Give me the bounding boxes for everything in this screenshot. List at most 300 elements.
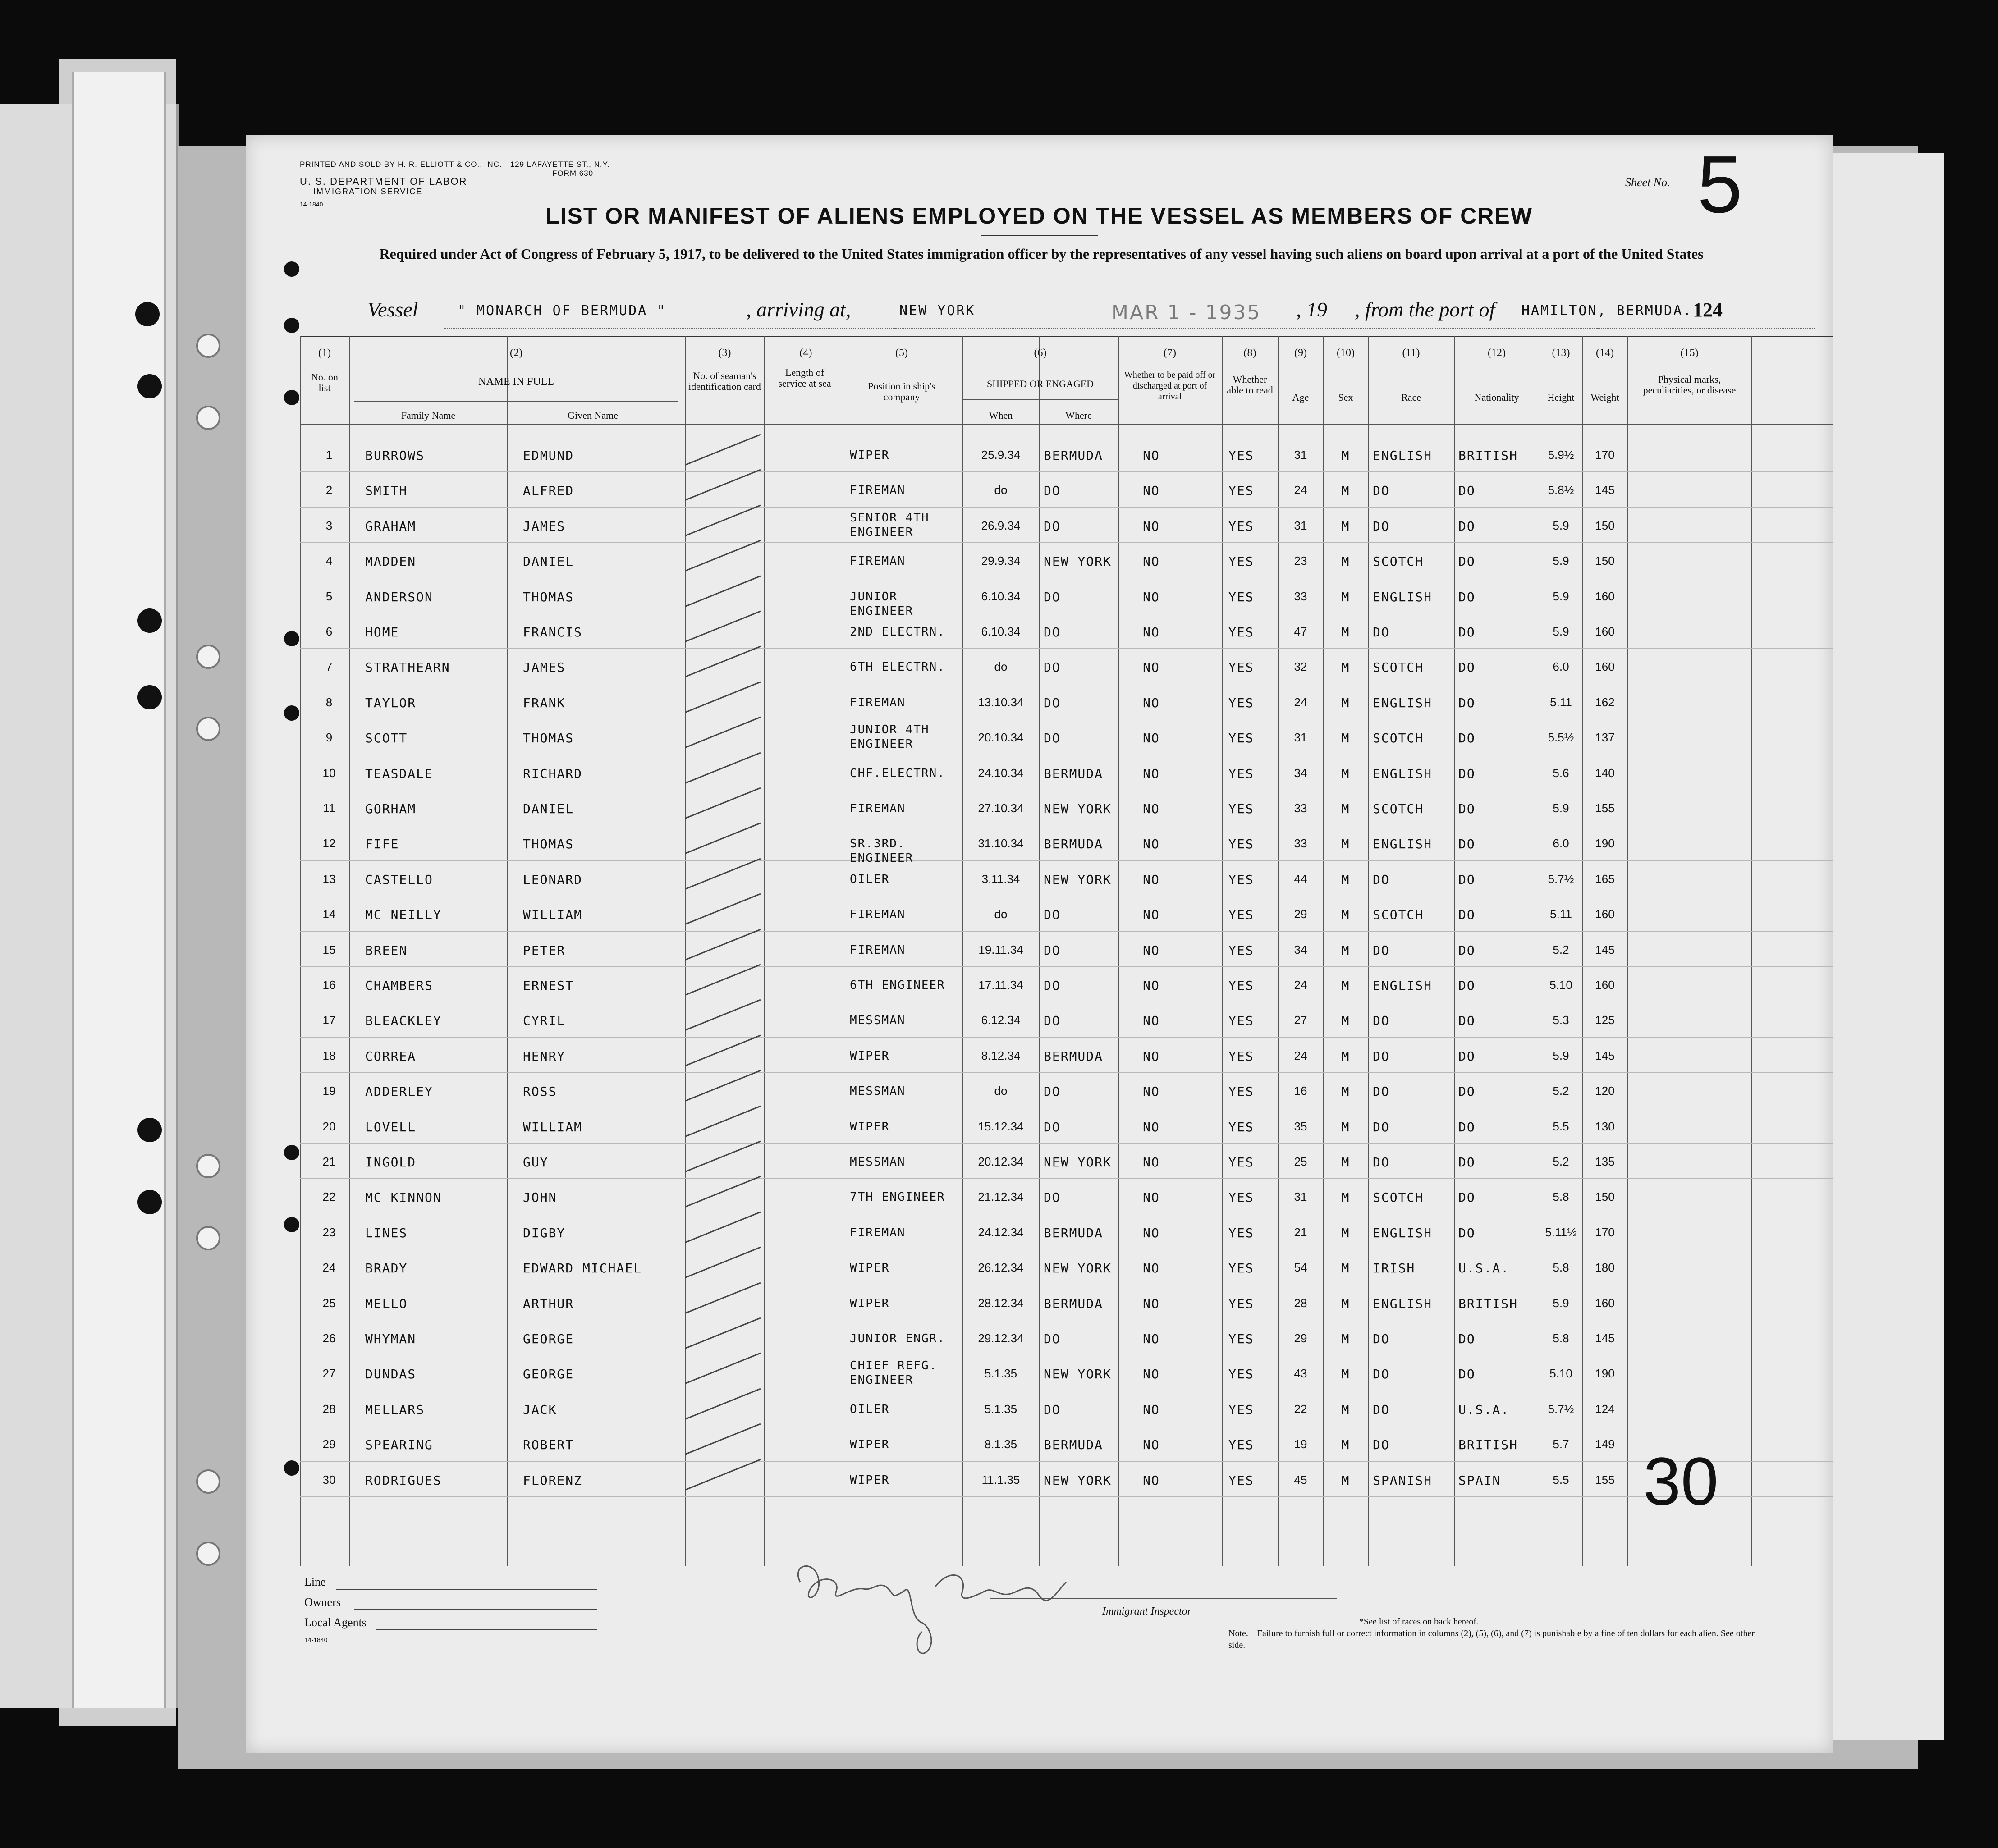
cell-given: THOMAS [523, 589, 574, 604]
id-card-tick [685, 717, 761, 748]
cell-position: FIREMAN [850, 484, 906, 498]
cell-paid: NO [1143, 483, 1160, 499]
cell-weight: 155 [1595, 1473, 1615, 1487]
name-subrule [354, 401, 678, 402]
cell-given: GUY [523, 1155, 549, 1170]
cell-where: BERMUDA [1044, 766, 1104, 781]
cell-nat: DO [1458, 1225, 1476, 1240]
cell-weight: 149 [1595, 1437, 1615, 1451]
signature-svg [787, 1555, 1102, 1663]
cell-height: 5.7 [1553, 1437, 1569, 1451]
table-row [246, 1002, 1833, 1037]
cell-family: TEASDALE [365, 766, 433, 781]
cell-no: 12 [322, 837, 336, 851]
cell-height: 5.9 [1553, 554, 1569, 568]
cell-nat: DO [1458, 695, 1476, 710]
cell-family: MELLO [365, 1296, 408, 1311]
cell-height: 5.9 [1553, 1048, 1569, 1062]
cell-nat: DO [1458, 731, 1476, 746]
manifest-sheet [246, 135, 1833, 1753]
cell-race: DO [1373, 1331, 1390, 1346]
cell-paid: NO [1143, 872, 1160, 887]
cell-nat: DO [1458, 660, 1476, 675]
small-hole [284, 261, 299, 277]
cell-no: 24 [322, 1261, 336, 1275]
cell-height: 5.9½ [1548, 448, 1574, 462]
cell-given: THOMAS [523, 837, 574, 852]
cell-when: 27.10.34 [978, 801, 1024, 815]
cell-when: do [994, 1084, 1008, 1098]
cell-height: 5.9 [1553, 801, 1569, 815]
col-header-name: NAME IN FULL [478, 376, 554, 388]
table-row [246, 1461, 1833, 1496]
cell-race: SCOTCH [1373, 731, 1424, 746]
cell-race: DO [1373, 518, 1390, 534]
id-card-tick [685, 964, 761, 996]
cell-read: YES [1228, 660, 1254, 675]
cell-sex: M [1341, 1296, 1350, 1311]
cell-given: GEORGE [523, 1331, 574, 1346]
cell-age: 44 [1294, 872, 1307, 886]
line-field [336, 1589, 597, 1590]
cell-race: DO [1373, 1013, 1390, 1029]
cell-age: 31 [1294, 448, 1307, 462]
cell-family: TAYLOR [365, 695, 417, 710]
cell-paid: NO [1143, 801, 1160, 816]
cell-no: 15 [322, 942, 336, 956]
id-card-tick [685, 575, 761, 607]
cell-height: 6.0 [1553, 837, 1569, 851]
cell-paid: NO [1143, 660, 1160, 675]
cell-sex: M [1341, 1473, 1350, 1488]
page-title: LIST OR MANIFEST OF ALIENS EMPLOYED ON THE VESSEL AS MEMBERS OF CREW [545, 203, 1533, 229]
cell-weight: 170 [1595, 1225, 1615, 1239]
cell-sex: M [1341, 625, 1350, 640]
cell-sex: M [1341, 1119, 1350, 1134]
cell-no: 10 [322, 766, 336, 780]
cell-age: 31 [1294, 731, 1307, 745]
cell-age: 19 [1294, 1437, 1307, 1451]
vessel-label: Vessel [367, 298, 418, 321]
cell-no: 14 [322, 907, 336, 921]
cell-given: JACK [523, 1402, 557, 1417]
cell-sex: M [1341, 518, 1350, 534]
id-card-tick [685, 929, 761, 960]
id-card-tick [685, 1176, 761, 1208]
cell-weight: 160 [1595, 907, 1615, 921]
id-card-tick [685, 787, 761, 819]
cell-race: DO [1373, 1402, 1390, 1417]
cell-age: 24 [1294, 483, 1307, 497]
cell-age: 23 [1294, 554, 1307, 568]
cell-family: BREEN [365, 942, 408, 958]
table-row [246, 755, 1833, 790]
vessel-underline [444, 328, 922, 329]
cell-nat: DO [1458, 554, 1476, 569]
col-header-race: Race [1401, 392, 1421, 403]
cell-family: MELLARS [365, 1402, 425, 1417]
cell-weight: 135 [1595, 1155, 1615, 1168]
cell-age: 27 [1294, 1013, 1307, 1027]
cell-position: FIREMAN [850, 802, 906, 815]
cell-position: WIPER [850, 1296, 890, 1310]
cell-given: LEONARD [523, 872, 583, 887]
col-header-weight: Weight [1590, 392, 1619, 403]
table-row [246, 1320, 1833, 1355]
cell-position: WIPER [850, 1120, 890, 1134]
table-row [246, 825, 1833, 865]
cell-when: 6.10.34 [981, 625, 1021, 638]
cell-where: DO [1044, 1013, 1061, 1029]
inspector-signature [787, 1555, 1102, 1663]
cell-sex: M [1341, 1013, 1350, 1029]
cell-height: 5.5½ [1548, 731, 1574, 745]
printer-imprint [300, 160, 609, 178]
cell-no: 21 [322, 1155, 336, 1168]
binder-hole [137, 374, 162, 398]
cell-nat: DO [1458, 518, 1476, 534]
cell-weight: 150 [1595, 518, 1615, 532]
cell-given: DANIEL [523, 554, 574, 569]
cell-family: GORHAM [365, 801, 417, 816]
col-header-height: Height [1547, 392, 1575, 403]
cell-age: 45 [1294, 1473, 1307, 1487]
cell-height: 5.7½ [1548, 1402, 1574, 1416]
printer-text: PRINTED AND SOLD BY H. R. ELLIOTT & CO., INC.—129 LAFAYETTE ST., N.Y. [300, 160, 610, 169]
cell-read: YES [1228, 907, 1254, 923]
id-card-tick [685, 858, 761, 889]
cell-given: JAMES [523, 660, 566, 675]
id-card-tick [685, 823, 761, 854]
col-num-10: (10) [1337, 347, 1355, 359]
id-card-tick [685, 999, 761, 1031]
cell-weight: 160 [1595, 978, 1615, 992]
cell-family: ANDERSON [365, 589, 433, 604]
cell-age: 22 [1294, 1402, 1307, 1416]
cell-nat: BRITISH [1458, 448, 1518, 463]
cell-family: LOVELL [365, 1119, 417, 1134]
cell-age: 33 [1294, 801, 1307, 815]
cell-nat: BRITISH [1458, 1296, 1518, 1311]
col-num-12: (12) [1488, 347, 1506, 359]
col-header-nationality: Nationality [1474, 392, 1519, 403]
cell-no: 5 [325, 589, 333, 603]
cell-no: 25 [322, 1296, 336, 1310]
cell-family: MC KINNON [365, 1190, 442, 1205]
cell-given: EDWARD MICHAEL [523, 1261, 642, 1276]
cell-race: ENGLISH [1373, 695, 1433, 710]
table-row [246, 507, 1833, 542]
col-header-service: Length of service at sea [778, 367, 831, 389]
id-card-tick [685, 1105, 761, 1137]
cell-age: 24 [1294, 978, 1307, 992]
table-row [246, 719, 1833, 754]
punch-hole [196, 334, 220, 358]
cell-race: DO [1373, 1437, 1390, 1453]
cell-read: YES [1228, 1155, 1254, 1170]
cell-where: DO [1044, 695, 1061, 710]
cell-sex: M [1341, 1190, 1350, 1205]
cell-when: 5.1.35 [984, 1367, 1017, 1381]
inspector-line [990, 1598, 1337, 1599]
cell-age: 29 [1294, 1331, 1307, 1345]
cell-no: 11 [323, 801, 335, 815]
arriving-label: , arriving at, [746, 298, 851, 321]
cell-race: ENGLISH [1373, 837, 1433, 852]
table-row [246, 1143, 1833, 1178]
cell-race: DO [1373, 1119, 1390, 1134]
cell-position: WIPER [850, 1438, 890, 1452]
cell-family: WHYMAN [365, 1331, 417, 1346]
cell-when: 29.12.34 [978, 1331, 1024, 1345]
cell-race: DO [1373, 1048, 1390, 1064]
cell-weight: 137 [1595, 731, 1615, 745]
cell-paid: NO [1143, 695, 1160, 710]
cell-race: ENGLISH [1373, 448, 1433, 463]
binder-hole [137, 685, 162, 709]
cell-weight: 165 [1595, 872, 1615, 886]
cell-height: 5.9 [1553, 518, 1569, 532]
year-label: , 19 [1296, 298, 1327, 321]
cell-height: 5.6 [1553, 766, 1569, 780]
cell-read: YES [1228, 731, 1254, 746]
cell-when: 20.10.34 [978, 731, 1024, 745]
cell-where: DO [1044, 1119, 1061, 1134]
cell-given: THOMAS [523, 731, 574, 746]
cell-where: DO [1044, 942, 1061, 958]
cell-where: BERMUDA [1044, 448, 1104, 463]
cell-age: 29 [1294, 907, 1307, 921]
id-card-tick [685, 1388, 761, 1419]
cell-family: CHAMBERS [365, 978, 433, 993]
table-row [246, 436, 1833, 471]
requirement-text: Required under Act of Congress of February 5, 1917, to be delivered to the United States immigration officer by the representatives of any vessel having such aliens on board upon arrival at a port of the United States [379, 246, 1704, 262]
cell-when: 24.10.34 [978, 766, 1024, 780]
id-card-tick [685, 681, 761, 713]
table-row [246, 1426, 1833, 1461]
cell-read: YES [1228, 448, 1254, 463]
cell-where: DO [1044, 1402, 1061, 1417]
owners-field [354, 1609, 597, 1610]
cell-paid: NO [1143, 1367, 1160, 1382]
cell-age: 54 [1294, 1261, 1307, 1275]
binder-hole [135, 302, 160, 326]
cell-no: 3 [325, 518, 333, 532]
cell-position: MESSMAN [850, 1014, 906, 1028]
cell-when: 8.12.34 [981, 1048, 1021, 1062]
punch-hole [196, 1226, 220, 1250]
cell-race: SPANISH [1373, 1473, 1433, 1488]
cell-position: FIREMAN [850, 554, 906, 568]
cell-sex: M [1341, 1084, 1350, 1099]
cell-sex: M [1341, 1331, 1350, 1346]
cell-read: YES [1228, 837, 1254, 852]
cell-paid: NO [1143, 766, 1160, 781]
id-card-tick [685, 1353, 761, 1384]
id-card-tick [685, 469, 761, 501]
cell-sex: M [1341, 695, 1350, 710]
cell-read: YES [1228, 1119, 1254, 1134]
cell-paid: NO [1143, 907, 1160, 923]
cell-when: 25.9.34 [981, 448, 1021, 462]
cell-where: DO [1044, 731, 1061, 746]
cell-when: 11.1.35 [981, 1473, 1020, 1487]
cell-where: DO [1044, 1084, 1061, 1099]
cell-where: NEW YORK [1044, 1155, 1112, 1170]
id-card-tick [685, 646, 761, 677]
cell-no: 27 [322, 1367, 336, 1381]
cell-weight: 155 [1595, 801, 1615, 815]
cell-nat: DO [1458, 766, 1476, 781]
cell-given: GEORGE [523, 1367, 574, 1382]
cell-paid: NO [1143, 1331, 1160, 1346]
cell-weight: 145 [1595, 483, 1615, 497]
cell-weight: 190 [1595, 1367, 1615, 1381]
cell-weight: 150 [1595, 554, 1615, 568]
table-row [246, 931, 1833, 966]
cell-given: ROSS [523, 1084, 557, 1099]
col-num-3: (3) [718, 347, 731, 359]
cell-race: DO [1373, 625, 1390, 640]
cell-family: MC NEILLY [365, 907, 442, 923]
cell-read: YES [1228, 1048, 1254, 1064]
cell-no: 26 [322, 1331, 336, 1345]
cell-when: 8.1.35 [984, 1437, 1017, 1451]
cell-position: JUNIOR ENGR. [850, 1332, 945, 1345]
cell-race: SCOTCH [1373, 907, 1424, 923]
punch-hole [196, 645, 220, 669]
binder-hole [137, 608, 162, 633]
table-row [246, 966, 1833, 1002]
cell-position: FIREMAN [850, 695, 906, 709]
cell-nat: U.S.A. [1458, 1402, 1510, 1417]
cell-read: YES [1228, 942, 1254, 958]
punch-hole [196, 1542, 220, 1566]
cell-position: WIPER [850, 1049, 890, 1063]
cell-no: 1 [325, 448, 333, 462]
cell-no: 16 [322, 978, 336, 992]
cell-when: do [994, 660, 1008, 674]
inspector-label: Immigrant Inspector [1102, 1606, 1191, 1617]
cell-weight: 140 [1595, 766, 1615, 780]
cell-position: 2ND ELECTRN. [850, 625, 945, 639]
cell-read: YES [1228, 801, 1254, 816]
cell-no: 19 [322, 1084, 336, 1098]
cell-where: DO [1044, 589, 1061, 604]
cell-nat: DO [1458, 1331, 1476, 1346]
cell-sex: M [1341, 660, 1350, 675]
cell-when: 21.12.34 [978, 1190, 1024, 1204]
subheader-given: Given Name [568, 410, 618, 421]
col-num-1: (1) [318, 347, 331, 359]
cell-position: CHF.ELECTRN. [850, 766, 945, 780]
cell-paid: NO [1143, 1261, 1160, 1276]
cell-weight: 160 [1595, 589, 1615, 603]
cell-sex: M [1341, 1437, 1350, 1453]
id-card-tick [685, 1141, 761, 1172]
col-num-14: (14) [1596, 347, 1614, 359]
cell-where: NEW YORK [1044, 554, 1112, 569]
cell-height: 5.10 [1549, 1367, 1572, 1381]
table-row [246, 1285, 1833, 1320]
subheader-family: Family Name [401, 410, 456, 421]
cell-nat: DO [1458, 1190, 1476, 1205]
cell-age: 24 [1294, 1048, 1307, 1062]
cell-height: 5.7½ [1548, 872, 1574, 886]
id-card-tick [685, 1070, 761, 1102]
cell-weight: 160 [1595, 660, 1615, 674]
cell-paid: NO [1143, 837, 1160, 852]
cell-race: DO [1373, 1367, 1390, 1382]
id-card-tick [685, 1282, 761, 1313]
cell-height: 5.9 [1553, 589, 1569, 603]
id-card-tick [685, 1459, 761, 1490]
small-hole [284, 318, 299, 333]
punch-hole [196, 717, 220, 741]
cell-sex: M [1341, 731, 1350, 746]
cell-when: 28.12.34 [978, 1296, 1024, 1310]
cell-age: 24 [1294, 695, 1307, 709]
cell-position: FIREMAN [850, 1226, 906, 1240]
cell-nat: DO [1458, 1119, 1476, 1134]
cell-read: YES [1228, 1013, 1254, 1029]
cell-nat: DO [1458, 837, 1476, 852]
cell-given: WILLIAM [523, 907, 583, 923]
cell-where: DO [1044, 483, 1061, 499]
cell-where: BERMUDA [1044, 1437, 1104, 1453]
cell-age: 28 [1294, 1296, 1307, 1310]
cell-age: 32 [1294, 660, 1307, 674]
cell-family: HOME [365, 625, 399, 640]
cell-where: BERMUDA [1044, 1048, 1104, 1064]
cell-no: 7 [325, 660, 333, 674]
cell-paid: NO [1143, 554, 1160, 569]
cell-family: BRADY [365, 1261, 408, 1276]
col-header-read: Whether able to read [1227, 374, 1273, 396]
cell-sex: M [1341, 872, 1350, 887]
cell-family: SCOTT [365, 731, 408, 746]
cell-race: SCOTCH [1373, 554, 1424, 569]
cell-race: DO [1373, 483, 1390, 499]
cell-family: MADDEN [365, 554, 417, 569]
cell-paid: NO [1143, 1084, 1160, 1099]
cell-where: DO [1044, 518, 1061, 534]
cell-sex: M [1341, 1225, 1350, 1240]
cell-read: YES [1228, 695, 1254, 710]
table-row [246, 1108, 1833, 1143]
department-block [300, 177, 467, 197]
cell-given: DIGBY [523, 1225, 566, 1240]
cell-given: RICHARD [523, 766, 583, 781]
cell-race: IRISH [1373, 1261, 1416, 1276]
cell-weight: 130 [1595, 1119, 1615, 1133]
cell-weight: 162 [1595, 695, 1615, 709]
cell-family: FIFE [365, 837, 399, 852]
col-num-6: (6) [1034, 347, 1047, 359]
sheet-number-label: Sheet No. [1625, 176, 1670, 189]
cell-nat: DO [1458, 907, 1476, 923]
cell-family: SMITH [365, 483, 408, 499]
col-num-9: (9) [1294, 347, 1307, 359]
subheader-where: Where [1065, 410, 1092, 421]
cell-paid: NO [1143, 1119, 1160, 1134]
sheet-number: 5 [1697, 139, 1743, 230]
cell-when: 26.12.34 [978, 1261, 1024, 1275]
cell-age: 31 [1294, 1190, 1307, 1204]
cell-paid: NO [1143, 978, 1160, 993]
cell-weight: 170 [1595, 448, 1615, 462]
subheader-when: When [989, 410, 1013, 421]
